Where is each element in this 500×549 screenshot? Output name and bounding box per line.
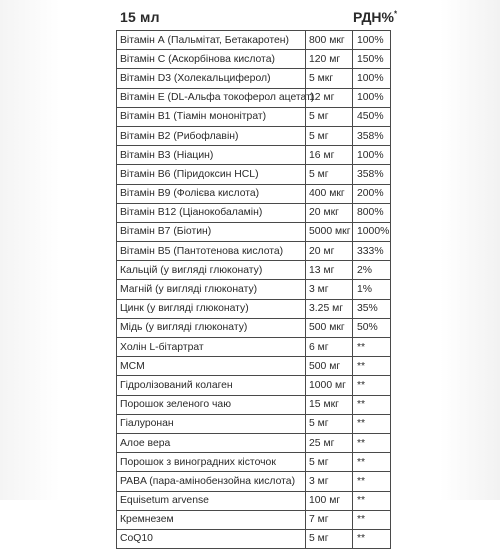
amount-cell: 3.25 мг — [306, 299, 353, 318]
nutrient-name-cell: Порошок зеленого чаю — [117, 395, 306, 414]
daily-value-cell: 35% — [353, 299, 391, 318]
daily-value-cell: ** — [353, 453, 391, 472]
daily-value-cell: 800% — [353, 203, 391, 222]
amount-cell: 500 мг — [306, 357, 353, 376]
daily-value-cell: 1% — [353, 280, 391, 299]
table-row — [117, 261, 391, 280]
daily-value-cell: 1000% — [353, 222, 391, 241]
daily-value-cell: ** — [353, 357, 391, 376]
nutrient-name-cell: PABA (пара-амінобензойна кислота) — [117, 472, 306, 491]
serving-size: 15 мл — [120, 9, 160, 25]
daily-value-cell: ** — [353, 376, 391, 395]
table-row — [117, 472, 391, 491]
nutrient-name-cell: Вітамін В12 (Ціанокобаламін) — [117, 203, 306, 222]
table-row — [117, 203, 391, 222]
amount-cell: 13 мг — [306, 261, 353, 280]
table-row — [117, 529, 391, 548]
daily-value-cell: 100% — [353, 69, 391, 88]
daily-value-cell: 200% — [353, 184, 391, 203]
amount-cell: 16 мг — [306, 146, 353, 165]
nutrient-name-cell: Вітамін В2 (Рибофлавін) — [117, 126, 306, 145]
amount-cell: 5 мг — [306, 165, 353, 184]
daily-value-label: РДН% — [353, 9, 394, 25]
nutrient-name-cell: Equisetum arvense — [117, 491, 306, 510]
nutrient-name-cell: MCM — [117, 357, 306, 376]
nutrient-name-cell: Алое вера — [117, 433, 306, 452]
amount-cell: 3 мг — [306, 472, 353, 491]
table-row — [117, 318, 391, 337]
table-row — [117, 107, 391, 126]
table-row — [117, 69, 391, 88]
nutrient-table — [116, 30, 391, 549]
amount-cell: 500 мкг — [306, 318, 353, 337]
daily-value-cell: 100% — [353, 88, 391, 107]
amount-cell: 6 мг — [306, 338, 353, 357]
amount-cell: 25 мг — [306, 433, 353, 452]
nutrient-name-cell: Мідь (у вигляді глюконату) — [117, 318, 306, 337]
amount-cell: 100 мг — [306, 491, 353, 510]
table-row — [117, 376, 391, 395]
daily-value-cell: ** — [353, 338, 391, 357]
amount-cell: 20 мг — [306, 242, 353, 261]
daily-value-header — [353, 9, 397, 25]
table-row — [117, 510, 391, 529]
amount-cell: 800 мкг — [306, 31, 353, 50]
amount-cell: 5 мкг — [306, 69, 353, 88]
amount-cell: 120 мг — [306, 50, 353, 69]
nutrient-name-cell: Вітамін В9 (Фолієва кислота) — [117, 184, 306, 203]
daily-value-cell: 333% — [353, 242, 391, 261]
table-row — [117, 31, 391, 50]
daily-value-cell: ** — [353, 491, 391, 510]
daily-value-cell: 100% — [353, 31, 391, 50]
daily-value-cell: 50% — [353, 318, 391, 337]
table-header — [116, 9, 416, 31]
nutrient-name-cell: Вітамін В6 (Піридоксин HCL) — [117, 165, 306, 184]
daily-value-cell: 100% — [353, 146, 391, 165]
table-row — [117, 184, 391, 203]
nutrient-name-cell: Магній (у вигляді глюконату) — [117, 280, 306, 299]
nutrient-name-cell: Вітамін E (DL-Альфа токоферол ацетат) — [117, 88, 306, 107]
amount-cell: 12 мг — [306, 88, 353, 107]
nutrient-name-cell: Вітамін В5 (Пантотенова кислота) — [117, 242, 306, 261]
table-row — [117, 357, 391, 376]
table-row — [117, 395, 391, 414]
nutrient-name-cell: Гідролізований колаген — [117, 376, 306, 395]
daily-value-cell: ** — [353, 395, 391, 414]
nutrient-name-cell: Вітамін В7 (Біотин) — [117, 222, 306, 241]
amount-cell: 5 мг — [306, 107, 353, 126]
daily-value-cell: ** — [353, 472, 391, 491]
daily-value-cell: 2% — [353, 261, 391, 280]
table-row — [117, 88, 391, 107]
amount-cell: 3 мг — [306, 280, 353, 299]
daily-value-cell: 450% — [353, 107, 391, 126]
table-row — [117, 338, 391, 357]
table-row — [117, 50, 391, 69]
nutrient-name-cell: Вітамін В3 (Ніацин) — [117, 146, 306, 165]
table-row — [117, 453, 391, 472]
amount-cell: 5 мг — [306, 453, 353, 472]
daily-value-cell: ** — [353, 510, 391, 529]
amount-cell: 5000 мкг — [306, 222, 353, 241]
amount-cell: 15 мкг — [306, 395, 353, 414]
amount-cell: 5 мг — [306, 529, 353, 548]
table-row — [117, 414, 391, 433]
amount-cell: 5 мг — [306, 126, 353, 145]
daily-value-footnote-mark: * — [394, 9, 398, 19]
nutrient-name-cell: Вітамін D3 (Холекальциферол) — [117, 69, 306, 88]
nutrient-name-cell: Кальцій (у вигляді глюконату) — [117, 261, 306, 280]
nutrient-name-cell: Порошок з виноградних кісточок — [117, 453, 306, 472]
table-row — [117, 433, 391, 452]
nutrient-name-cell: Вітамін С (Аскорбінова кислота) — [117, 50, 306, 69]
table-row — [117, 146, 391, 165]
table-row — [117, 222, 391, 241]
daily-value-cell: ** — [353, 414, 391, 433]
nutrient-name-cell: Гіалуронан — [117, 414, 306, 433]
amount-cell: 1000 мг — [306, 376, 353, 395]
table-row — [117, 280, 391, 299]
table-row — [117, 165, 391, 184]
nutrient-name-cell: Цинк (у вигляді глюконату) — [117, 299, 306, 318]
nutrient-name-cell: Вітамін А (Пальмітат, Бетакаротен) — [117, 31, 306, 50]
nutrient-name-cell: Вітамін В1 (Тіамін мононітрат) — [117, 107, 306, 126]
nutrient-name-cell: CoQ10 — [117, 529, 306, 548]
daily-value-cell: 150% — [353, 50, 391, 69]
amount-cell: 400 мкг — [306, 184, 353, 203]
table-row — [117, 299, 391, 318]
table-row — [117, 126, 391, 145]
daily-value-cell: ** — [353, 529, 391, 548]
nutrient-name-cell: Холін L-бітартрат — [117, 338, 306, 357]
table-row — [117, 242, 391, 261]
amount-cell: 20 мкг — [306, 203, 353, 222]
daily-value-cell: ** — [353, 433, 391, 452]
daily-value-cell: 358% — [353, 126, 391, 145]
daily-value-cell: 358% — [353, 165, 391, 184]
nutrient-name-cell: Кремнезем — [117, 510, 306, 529]
table-row — [117, 491, 391, 510]
nutrient-table-body — [117, 31, 391, 549]
amount-cell: 7 мг — [306, 510, 353, 529]
amount-cell: 5 мг — [306, 414, 353, 433]
